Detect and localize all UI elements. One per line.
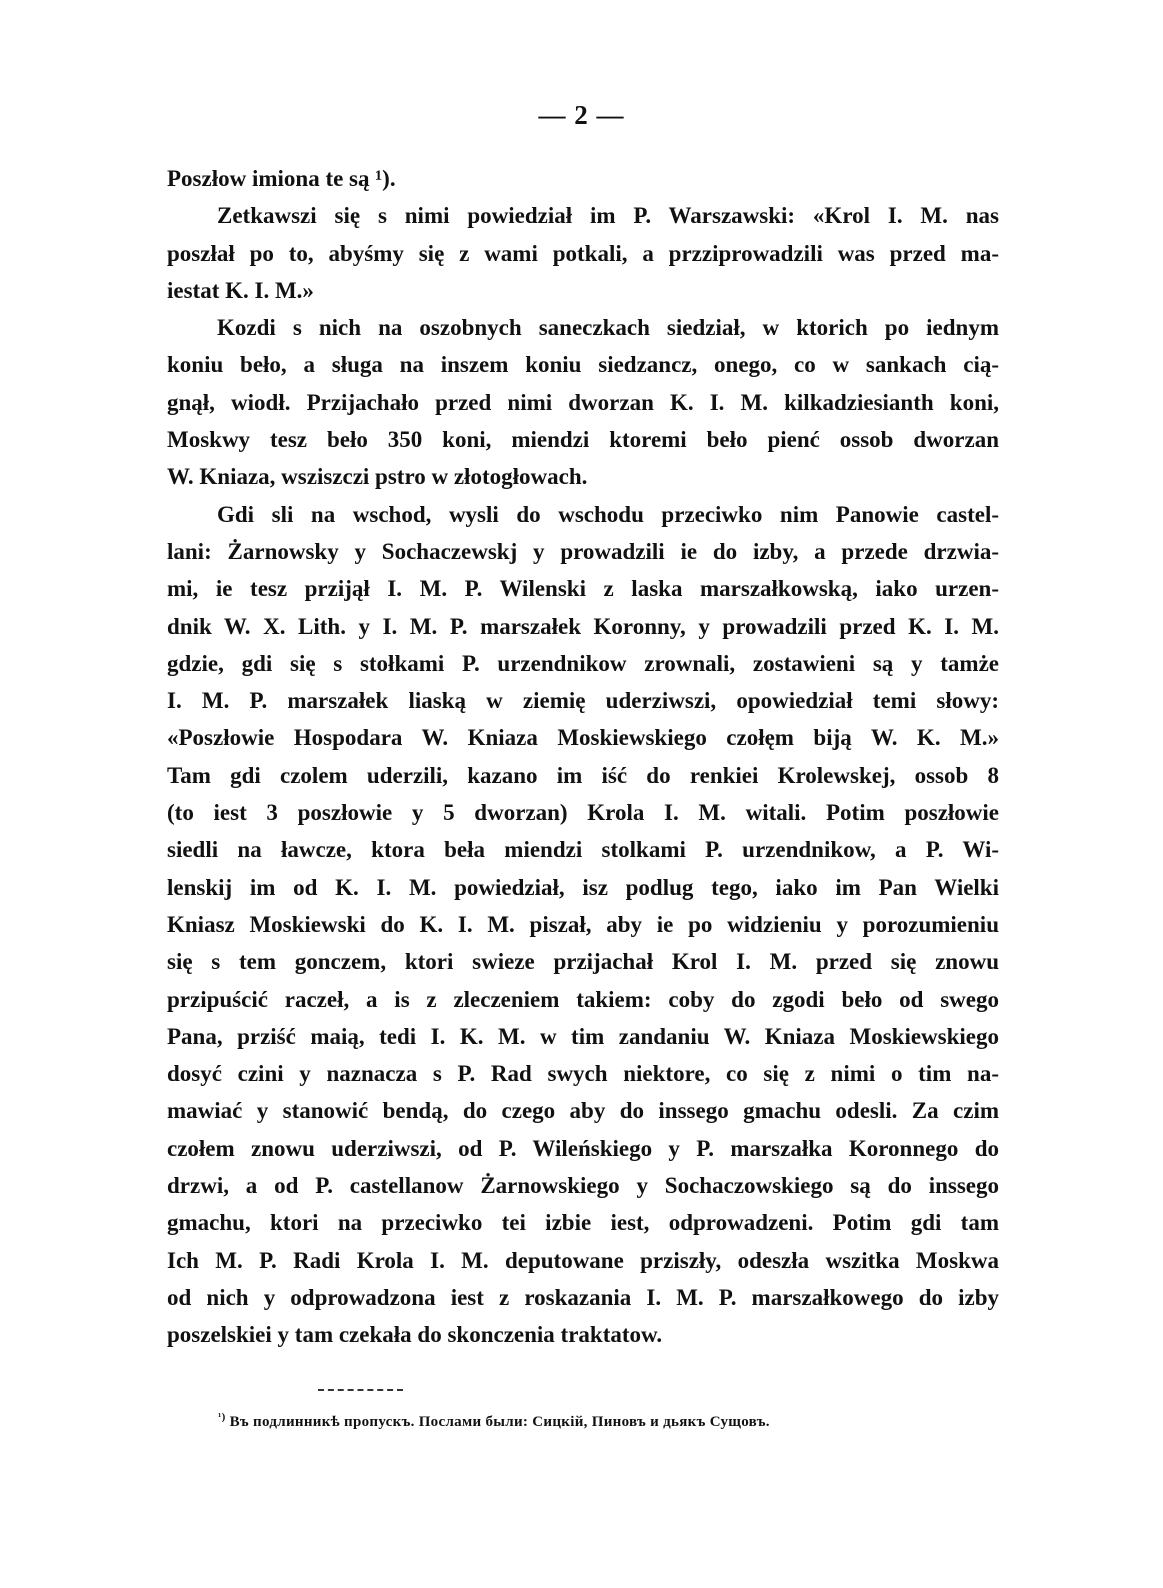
page-number: — 2 — (538, 100, 625, 130)
text-line: lenskij im od K. I. M. powiedział, isz podlug tego, iako im Pan Wielki (167, 874, 999, 900)
text-line: mawiać y stanowić bendą, do czego aby do inssego gmachu odesli. Za czim (167, 1098, 999, 1124)
text-line: od nich y odprowadzona iest z roskazania I. M. P. marszałkowego do izby (167, 1284, 999, 1310)
footnote-divider (318, 1389, 403, 1391)
text-line: iestat K. I. M.» (167, 277, 314, 303)
text-line: I. M. P. marszałek liaską w ziemię uderziwszi, opowiedział temi słowy: (167, 688, 999, 714)
text-line: dosyć czini y naznacza s P. Rad swych niektore, co się z nimi o tim na- (167, 1061, 999, 1087)
text-line: się s tem gonczem, ktori swieze przijachał Krol I. M. przed się znowu (167, 949, 999, 975)
text-line: siedli na ławcze, ktora beła miendzi stolkami P. urzendnikow, a P. Wi- (167, 837, 999, 863)
text-line: poszłał po to, abyśmy się z wami potkali, a przziprowadzili was przed ma- (167, 240, 999, 266)
text-line: Zetkawszi się s nimi powiedział im P. Warszawski: «Krol I. M. nas (217, 203, 999, 229)
text-line: gnął, wiodł. Przijachało przed nimi dworzan K. I. M. kilkadziesianth koni, (167, 389, 999, 415)
text-line: Poszłow imiona te są ¹). (167, 166, 396, 191)
text-line: Moskwy tesz beło 350 koni, miendzi ktoremi beło pienć ossob dworzan (167, 427, 999, 453)
main-text (167, 160, 999, 1354)
text-line: gmachu, ktori na przeciwko tei izbie iest, odprowadzeni. Potim gdi tam (167, 1210, 999, 1236)
text-line: czołem znowu uderziwszi, od P. Wileńskiego y P. marszałka Koronnego do (167, 1135, 999, 1161)
text-line: Tam gdi czolem uderzili, kazano im iść do renkiei Krolewskej, ossob 8 (167, 762, 999, 788)
text-line: W. Kniaza, wsziszczi pstro w złotogłowach. (167, 464, 588, 490)
text-line: poszelskiei y tam czekała do skonczenia traktatow. (167, 1322, 663, 1348)
text-line: gdzie, gdi się s stołkami P. urzendnikow zrownali, zostawieni są y tamże (167, 650, 999, 676)
footnote-text: Въ подлинникѣ пропускъ. Послами были: Сицкій, Пиновъ и дьякъ Сущовъ. (229, 1414, 770, 1430)
text-line: dnik W. X. Lith. y I. M. P. marszałek Koronny, y prowadzili przed K. I. M. (167, 613, 999, 639)
footnote-marker: ¹) (218, 1411, 226, 1423)
text-line: (to iest 3 poszłowie y 5 dworzan) Krola I. M. witali. Potim poszłowie (167, 800, 999, 826)
text-line: przipuścić raczeł, a is z zleczeniem takiem: coby do zgodi beło od swego (167, 986, 999, 1012)
text-line: «Poszłowie Hospodara W. Kniaza Moskiewskiego czołęm biją W. K. M.» (167, 725, 999, 751)
text-line: koniu beło, a sługa na inszem koniu siedzancz, onego, co w sankach cią- (167, 352, 999, 378)
footnote (218, 1406, 938, 1433)
text-line: Pana, prziść maią, tedi I. K. M. w tim zandaniu W. Kniaza Moskiewskiego (167, 1023, 999, 1049)
text-line: Gdi sli na wschod, wysli do wschodu przeciwko nim Panowie castel- (217, 501, 999, 527)
text-line: Kniasz Moskiewski do K. I. M. piszał, aby ie po widzieniu y porozumieniu (167, 911, 999, 937)
text-line: Ich M. P. Radi Krola I. M. deputowane prziszły, odeszła wszitka Moskwa (167, 1247, 999, 1273)
text-line: drzwi, a od P. castellanow Żarnowskiego y Sochaczowskiego są do inssego (167, 1173, 999, 1199)
text-line: Kozdi s nich na oszobnych saneczkach siedział, w ktorich po iednym (217, 315, 999, 341)
text-line: mi, ie tesz przijął I. M. P. Wilenski z laska marszałkowską, iako urzen- (167, 576, 999, 602)
text-line: lani: Żarnowsky y Sochaczewskj y prowadzili ie do izby, a przede drzwia- (167, 538, 999, 564)
